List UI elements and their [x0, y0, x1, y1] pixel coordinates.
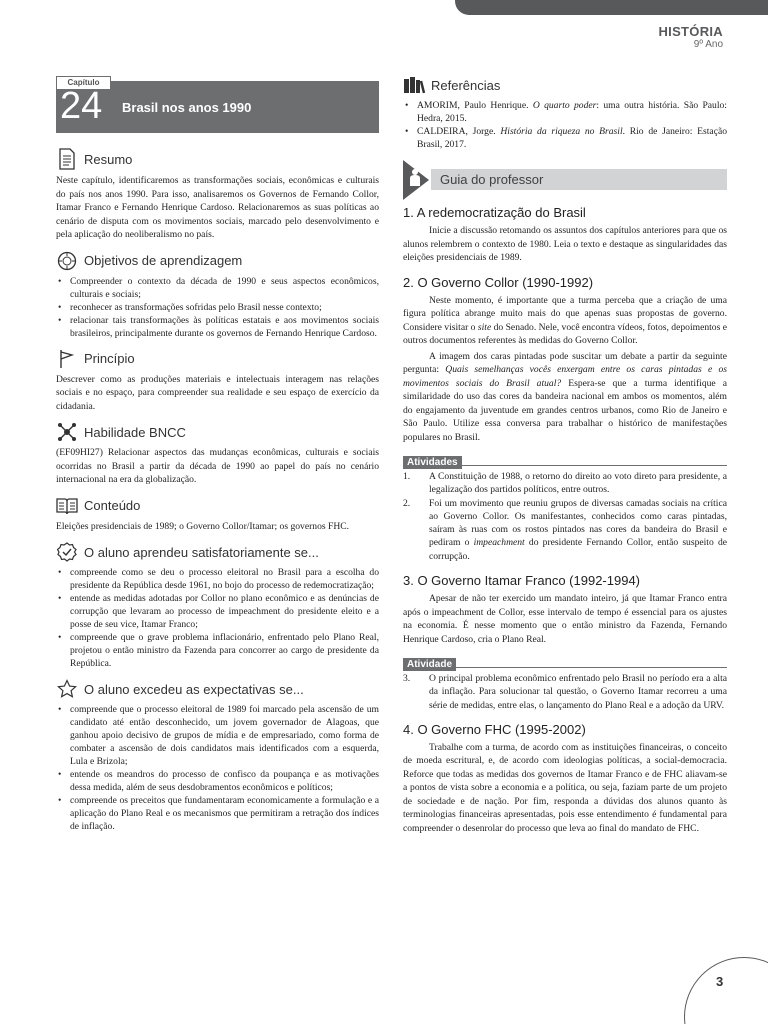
- book-icon: [56, 495, 78, 517]
- guide-heading: Guia do professor: [440, 172, 544, 187]
- list-item: • relacionar tais transformações às políticas estatais e aos movimentos sociais brasileiros, principalmente durante os governos de Fernando Henrique Cardoso.: [56, 314, 379, 340]
- books-icon: [403, 74, 425, 96]
- list-item: • compreende que o grave problema inflacionário, enfrentado pelo Plano Real, projetou o então ministro da Fazenda para concorrer ao cargo de presidente da República.: [56, 631, 379, 670]
- objetivos-heading: [56, 250, 379, 272]
- section-3-title: 3. O Governo Itamar Franco (1992-1994): [403, 573, 641, 589]
- list-item: 3. O principal problema econômico enfrentado pelo Brasil no período era a alta da inflação. Para solucionar tal questão, o Governo Itamar recorreu a uma série de medidas, entre elas, o lançamento do Plano Real e a adoção da URV.: [403, 673, 727, 711]
- referencias-section: [403, 74, 727, 151]
- list-item: • entende as medidas adotadas por Collor no plano econômico e as denúncias de corrupção que levaram ao processo de impeachment do presidente eleito e a posse de seu vice, Itamar Franco;: [56, 592, 379, 631]
- principio-text: Descrever como as produções materiais e intelectuais interagem nas relações sociais e no espaço, para compreender sua realidade e seu espaço de exercício da cidadania.: [56, 373, 379, 412]
- section-1-title: 1. A redemocratização do Brasil: [403, 205, 586, 220]
- list-item: • compreende que o processo eleitoral de 1989 foi marcado pela ascensão de um candidato até então desconhecido, um jovem governador de Alagoas, que ganhou apoio decisivo de grupos de mídia e de empresariado, como forma de combater a ascensão de dois candidatos mais identificados com a esquerda, Lula e Brizola;: [56, 703, 379, 768]
- check-badge-icon: [56, 541, 78, 563]
- list-item: • compreende como se deu o processo eleitoral no Brasil para a escolha do presidente da República desde 1961, no bojo do processo de redemocratização;: [56, 566, 379, 592]
- section-2-paragraph-1: Neste momento, é importante que a turma perceba que a criação de uma figura política abrange muito mais do que apenas suas propostas de governo. Considere visitar o site do Senado. Nele, você encontra vídeos, fotos, depoimentos e outros documentos referentes às medidas do Governo Collor.: [403, 294, 727, 346]
- excedeu-list: [56, 703, 379, 833]
- document-icon: [56, 148, 78, 170]
- guide-banner: [403, 169, 727, 191]
- excedeu-section: [56, 678, 379, 833]
- resumo-text: Neste capítulo, identificaremos as transformações sociais, econômicas e culturais do país nos anos 1990. Para isso, analisaremos os Governos de Fernando Collor, Itamar Franco e Fernando Henrique Cardoso. Relacionaremos as suas políticas ao cenário de disputa com os movimentos sociais, marcado pelo desenvolvimento e pela aplicação do neoliberalismo no país.: [56, 175, 379, 240]
- referencias-heading-text: Referências: [431, 77, 501, 93]
- conteudo-heading-text: Conteúdo: [84, 498, 141, 513]
- section-2-paragraph-2: A imagem dos caras pintadas pode suscitar um debate a partir da seguinte pergunta: Quais semelhanças vocês enxergam entre os caras pintadas e os movimentos sociais do Brasil atual? Espera-se que a turma identifique a similaridade do uso das cores da bandeira nacional em ambos os momentos, além do engajamento da juventude em grandes centros urbanos, como Rio de Janeiro e São Paulo. Utilize essa conversa para trabalhar o histórico de manifestações populares no Brasil.: [403, 350, 727, 443]
- list-item: • Compreender o contexto da década de 1990 e seus aspectos econômicos, culturais e sociais;: [56, 275, 379, 301]
- list-item: • compreende os preceitos que fundamentaram economicamente a formulação e a aplicação do Plano Real e os mecanismos que permitiram a retração dos índices de inflação.: [56, 794, 379, 833]
- page-corner-circle: [684, 957, 768, 1024]
- principio-heading-text: Princípio: [84, 351, 135, 366]
- activities-list: [403, 470, 727, 563]
- conteudo-heading: [56, 495, 379, 517]
- flag-icon: [56, 348, 78, 370]
- bncc-section: [56, 421, 379, 487]
- section-4-title: 4. O Governo FHC (1995-2002): [403, 721, 586, 737]
- section-4-text: Trabalhe com a turma, de acordo com as instituições financeiras, o conceito de moeda escritural, e, de acordo com ideologias políticas, a social-democracia. Reforce que todas as medidas dos governos de Itamar Franco e de FHC aliavam-se a pontos de vista sobre a economia e a política, ou seja, faziam parte de um projeto de sociedade e de nação. Por fim, responda a dúvidas dos alunos quanto às terminologias financeiras apresentadas, pois esse entendimento é fundamental para compreender o desenrolar do processo que leva ao final do mandato de FHC.: [403, 741, 727, 834]
- principio-heading: [56, 348, 379, 370]
- grade-label: 9º Ano: [693, 39, 723, 50]
- teacher-icon: [407, 167, 423, 192]
- objetivos-section: [56, 250, 379, 340]
- aprendeu-heading: [56, 541, 379, 563]
- aprendeu-heading-text: O aluno aprendeu satisfatoriamente se...: [84, 544, 319, 560]
- activity-list: [403, 672, 727, 712]
- section-3-text: Apesar de não ter exercido um mandato inteiro, já que Itamar Franco entra após o impeachment de Collor, esse intervalo de tempo é essencial para os ajustes na economia. É nesse momento que o então ministro da Fazenda, Fernando Henrique Cardoso, cria o Plano Real.: [403, 593, 727, 645]
- conteudo-text: Eleições presidenciais de 1989; o Governo Collor/Itamar; os governos FHC.: [56, 520, 350, 532]
- network-icon: [56, 421, 78, 443]
- list-item: • CALDEIRA, Jorge. História da riqueza no Brasil. Rio de Janeiro: Estação Brasil, 2017.: [403, 125, 727, 151]
- resumo-section: [56, 148, 379, 242]
- objetivos-heading-text: Objetivos de aprendizagem: [84, 253, 243, 268]
- aprendeu-list: [56, 566, 379, 670]
- chapter-title: Brasil nos anos 1990: [122, 100, 252, 115]
- list-item: • AMORIM, Paulo Henrique. O quarto poder: uma outra história. São Paulo: Hedra, 2015.: [403, 99, 727, 125]
- list-item: • reconhecer as transformações sofridas pelo Brasil nesse contexto;: [56, 301, 379, 314]
- page-number: 3: [716, 974, 724, 989]
- star-icon: [56, 678, 78, 700]
- referencias-list: [403, 99, 727, 151]
- bncc-heading: [56, 421, 379, 443]
- bncc-heading-text: Habilidade BNCC: [84, 424, 186, 440]
- left-column: [56, 74, 379, 833]
- chapter-header: [56, 74, 379, 134]
- aprendeu-section: [56, 541, 379, 670]
- list-item: 1. A Constituição de 1988, o retorno do direito ao voto direto para presidente, a legalização dos partidos políticos, entre outros.: [403, 471, 727, 496]
- right-column: [403, 74, 727, 835]
- referencias-heading: [403, 74, 727, 96]
- section-2-title: 2. O Governo Collor (1990-1992): [403, 274, 594, 290]
- excedeu-heading: [56, 678, 379, 700]
- subject-title: HISTÓRIA: [658, 24, 723, 39]
- resumo-heading: [56, 148, 379, 170]
- principio-section: [56, 348, 379, 414]
- list-item: • entende os meandros do processo de confisco da poupança e as motivações dessa medida, além de seus desdobramentos econômicos e políticos;: [56, 768, 379, 794]
- chapter-tab: Capítulo: [56, 76, 111, 90]
- objetivos-list: [56, 275, 379, 340]
- compass-icon: [56, 250, 78, 272]
- top-bar: [455, 0, 768, 15]
- conteudo-section: [56, 495, 379, 534]
- chapter-number: 24: [60, 85, 103, 127]
- activity-label: Atividade: [403, 654, 727, 668]
- section-1-text: Inicie a discussão retomando os assuntos dos capítulos anteriores para que os alunos relembrem o contexto de 1980. Leia o texto e destaque as singularidades das eleições presidenciais de 1989.: [403, 225, 727, 263]
- list-item: 2. Foi um movimento que reuniu grupos de diversas camadas sociais na crítica ao Governo Collor. Os manifestantes, conhecidos como caras pintadas, saíram às ruas com os rostos pintados nas cores da bandeira do Brasil e pediram o impeachment do presidente Fernando Collor, então suspeito de corrupção.: [403, 497, 727, 562]
- resumo-heading-text: Resumo: [84, 151, 133, 167]
- activities-label: Atividades: [403, 452, 727, 466]
- excedeu-heading-text: O aluno excedeu as expectativas se...: [84, 681, 304, 697]
- bncc-text: (EF09HI27) Relacionar aspectos das mudanças econômicas, culturais e sociais ocorridas no Brasil a partir da década de 1990 ao papel do país no cenário internacional na era da globalização.: [56, 447, 379, 485]
